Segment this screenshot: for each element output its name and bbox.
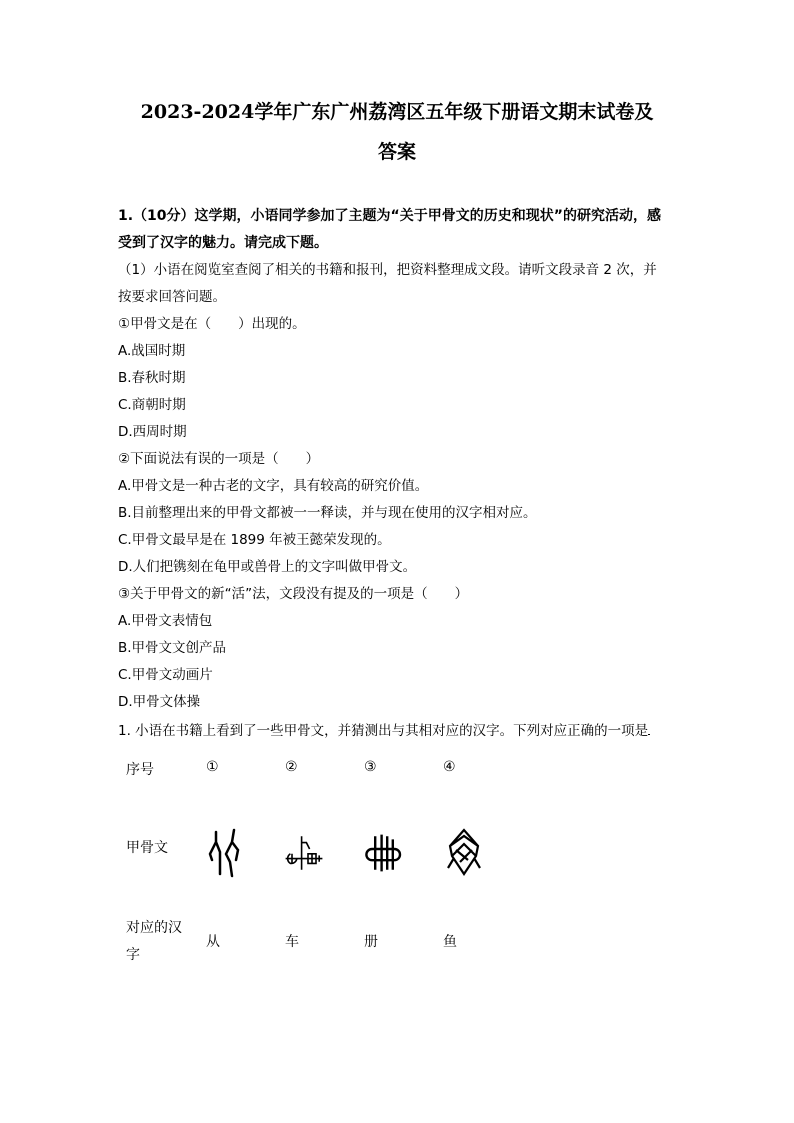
option[interactable]: D.西周时期	[118, 424, 187, 440]
hanzi: 册	[364, 934, 378, 950]
answer-blank[interactable]	[648, 722, 650, 735]
option[interactable]: B.目前整理出来的甲骨文都被一一释读，并与现在使用的汉字相对应。	[118, 505, 537, 521]
label-hanzi-line2: 字	[126, 947, 140, 963]
subquestion-2: ②下面说法有误的一项是（ ）	[118, 451, 320, 467]
question-stem-cont: 受到了汉字的魅力。请完成下题。	[118, 235, 328, 251]
number: ④	[443, 759, 456, 775]
part1-instruction: （1）小语在阅览室查阅了相关的书籍和报刊，把资料整理成文段。请听文段录音 2 次，并	[118, 262, 657, 278]
number: ②	[285, 759, 298, 775]
oracle-ce-icon	[364, 828, 404, 878]
option[interactable]: A.甲骨文表情包	[118, 613, 213, 629]
oracle-che-icon	[284, 828, 324, 878]
option[interactable]: A.甲骨文是一种古老的文字，具有较高的研究价值。	[118, 478, 429, 494]
hanzi: 车	[285, 934, 299, 950]
part1-instruction-cont: 按要求回答问题。	[118, 289, 226, 305]
option[interactable]: A.战国时期	[118, 343, 186, 359]
hanzi: 从	[206, 934, 220, 950]
label-number: 序号	[126, 762, 154, 778]
oracle-yu-icon	[444, 828, 484, 878]
subquestion-3: ③关于甲骨文的新“活”法，文段没有提及的一项是（ ）	[118, 586, 469, 602]
hanzi: 鱼	[443, 934, 457, 950]
subquestion-1: ①甲骨文是在（ ）出现的。	[118, 316, 306, 332]
part2-prompt	[118, 718, 688, 745]
option[interactable]: D.人们把镌刻在龟甲或兽骨上的文字叫做甲骨文。	[118, 559, 417, 575]
number: ①	[206, 759, 219, 775]
question-stem: 1.（10分）这学期，小语同学参加了主题为“关于甲骨文的历史和现状”的研究活动，感	[118, 208, 661, 224]
option[interactable]: B.春秋时期	[118, 370, 186, 386]
option[interactable]: C.商朝时期	[118, 397, 186, 413]
number: ③	[364, 759, 377, 775]
label-oracle: 甲骨文	[126, 840, 168, 856]
part2-text: 1. 小语在书籍上看到了一些甲骨文，并猜测出与其相对应的汉字。下列对应正确的一项是	[118, 723, 649, 739]
oracle-cong-icon	[206, 828, 246, 878]
question-body	[118, 203, 688, 745]
option[interactable]: C.甲骨文动画片	[118, 667, 213, 683]
title-line-1: 2023-2024学年广东广州荔湾区五年级下册语文期末试卷及	[140, 101, 654, 123]
option[interactable]: D.甲骨文体操	[118, 694, 201, 710]
option[interactable]: C.甲骨文最早是在 1899 年被王懿荣发现的。	[118, 532, 391, 548]
label-hanzi	[126, 915, 182, 969]
option[interactable]: B.甲骨文文创产品	[118, 640, 227, 656]
document-title	[110, 92, 684, 172]
title-line-2: 答案	[377, 141, 416, 163]
label-hanzi-line1: 对应的汉	[126, 920, 182, 936]
